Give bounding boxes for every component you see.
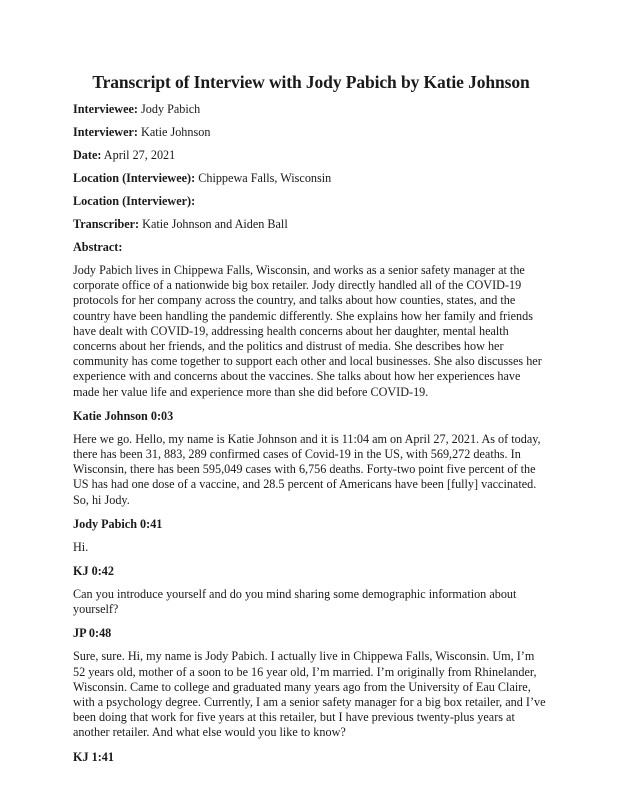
document-title: Transcript of Interview with Jody Pabich by Katie Johnson (92, 72, 530, 92)
meta-location-interviewer: Location (Interviewer): (73, 194, 196, 208)
speaker-label: KJ 1:41 (73, 749, 114, 764)
utterance-text: Sure, sure. Hi, my name is Jody Pabich. I actually live in Chippewa Falls, Wisconsin. Um, I’m 52 years old, mother of a soon to be 16 year old, I’m married. I’m originally from Rhinelander, Wisconsin. Came to college and graduated many years ago from the University of Eau Claire, with a psychology degree. Currently, I am a senior safety manager for a big box retailer, and I’ve been doing that work for five years at this retailer, but I have previous twenty-plus years at another retailer. And what else would you like to know? (73, 649, 546, 740)
meta-location-interviewee: Location (Interviewee): Chippewa Falls, Wisconsin (73, 171, 332, 185)
meta-date: Date: April 27, 2021 (73, 148, 176, 162)
abstract-text: Jody Pabich lives in Chippewa Falls, Wisconsin, and works as a senior safety manager at the corporate office of a nationwide big box retailer. Jody directly handled all of the COVID-19 protocols for her company across the country, and talks about how counties, states, and the country have been handling the pandemic differently. She explains how her family and friends have dealt with COVID-19, addressing health concerns about her daughter, mental health concerns about her friends, and the politics and distrust of media. She describes how her community has come together to support each other and local businesses. She also discusses her experience with and concerns about the vaccines. She talks about how her experiences have made her value life and experience more than she did before COVID-19. (73, 263, 542, 399)
utterance-text: Can you introduce yourself and do you mind sharing some demographic information about yourself? (73, 587, 517, 617)
abstract-heading: Abstract: (73, 240, 123, 254)
speaker-label: Katie Johnson 0:03 (73, 408, 174, 423)
speaker-label: JP 0:48 (73, 626, 112, 641)
speaker-label: KJ 0:42 (73, 564, 114, 579)
meta-interviewer: Interviewer: Katie Johnson (73, 125, 211, 139)
utterance-text: Here we go. Hello, my name is Katie Johnson and it is 11:04 am on April 27, 2021. As of today, there has been 31, 883, 289 confirmed cases of Covid-19 in the US, with 569,272 deaths. In Wisconsin, there has been 595,049 cases with 6,756 deaths. Forty-two point five percent of the US has had one dose of a vaccine, and 28.5 percent of Americans have been [fully] vaccinated. So, hi Jody. (73, 431, 541, 507)
meta-interviewee: Interviewee: Jody Pabich (73, 102, 201, 116)
meta-transcriber: Transcriber: Katie Johnson and Aiden Ball (73, 217, 288, 231)
document-page (73, 72, 549, 773)
speaker-label: Jody Pabich 0:41 (73, 516, 163, 531)
utterance-text: Hi. (73, 539, 89, 554)
